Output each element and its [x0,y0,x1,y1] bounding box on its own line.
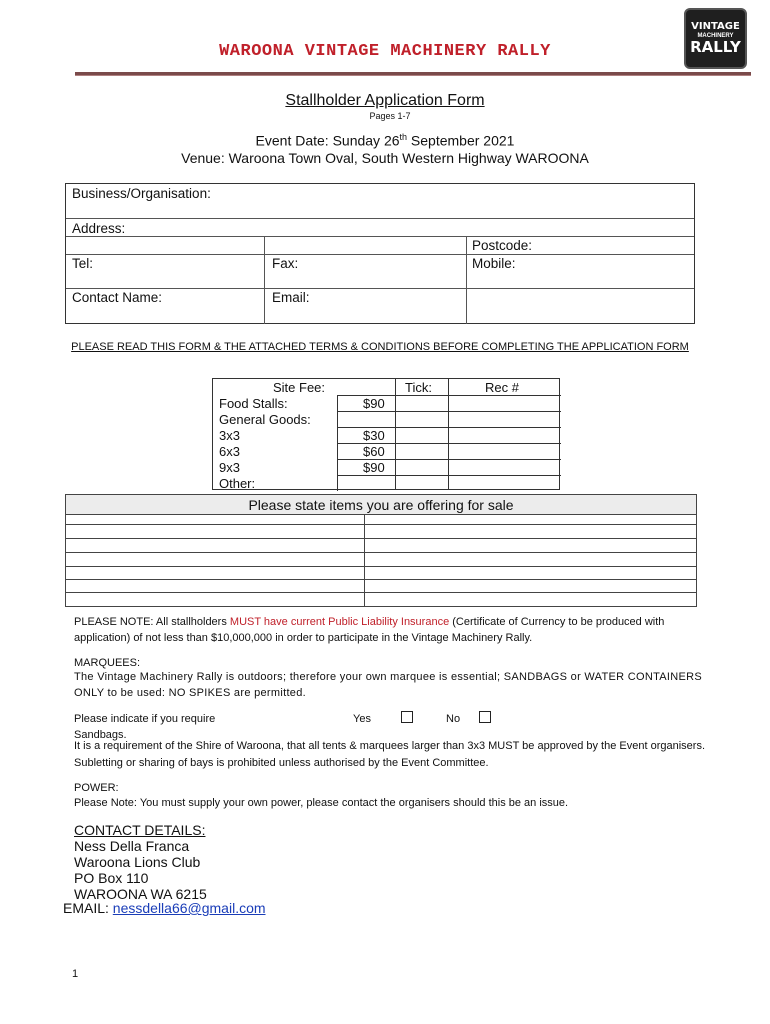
venue: Venue: Waroona Town Oval, South Western Highway WAROONA [181,150,589,166]
fee-row-label: 3x3 [219,428,240,443]
mobile-field[interactable]: Mobile: [472,256,516,271]
sandbags-yes-label: Yes [353,713,371,725]
fee-row-price: $90 [363,396,385,411]
rally-logo [684,8,747,69]
insurance-note: PLEASE NOTE: All stallholders MUST have current Public Liability Insurance (Certificate of Currency to be produced with application) of not less than $10,000,000 in order to participate in the Vintage Machinery Rally. [74,616,665,644]
logo-line-1: VINTAGE [691,21,740,32]
fee-row-label: Food Stalls: [219,396,288,411]
sandbags-yes-checkbox[interactable] [401,711,413,723]
logo-line-2: MACHINERY [697,33,734,39]
power-heading: POWER: [74,782,119,794]
header-divider [75,72,751,76]
fee-header-rec: Rec # [485,380,519,395]
email-field[interactable]: Email: [272,290,310,305]
fax-field[interactable]: Fax: [272,256,299,271]
details-table [65,183,695,324]
items-table [65,494,697,607]
event-date: Event Date: Sunday 26th September 2021 [255,132,515,149]
contact-line: Ness Della Franca [74,838,190,854]
items-header: Please state items you are offering for sale [66,495,696,515]
fee-table [212,378,560,490]
business-field[interactable]: Business/Organisation: [72,186,211,201]
fee-header-tick: Tick: [405,380,432,395]
pages-note: Pages 1-7 [369,111,411,121]
contact-email [63,900,266,916]
sandbags-question: Please indicate if you require Sandbags. [74,713,216,741]
email-link[interactable]: nessdella66@gmail.com [112,900,266,916]
contact-name-field[interactable]: Contact Name: [72,290,163,305]
contact-details [74,822,207,902]
fee-row-label: Other: [219,476,256,491]
fee-row-price: $90 [363,460,385,475]
power-text: Please Note: You must supply your own power, please contact the organisers should this be an issue. [74,797,569,809]
address-field[interactable]: Address: [72,221,126,236]
fee-row-label: 6x3 [219,444,240,459]
sandbags-no-label: No [446,713,461,725]
fee-row-price: $30 [363,428,385,443]
email-label: EMAIL: [63,900,113,916]
contact-line: PO Box 110 [74,870,149,886]
form-title: Stallholder Application Form [285,92,485,109]
page-number: 1 [72,968,79,980]
logo-line-3: RALLY [690,38,741,56]
contact-line: WAROONA WA 6215 [74,886,207,902]
shire-note: It is a requirement of the Shire of Waroona, that all tents & marquees larger than 3x3 MUST be approved by the Event organisers. Subletting or sharing of bays is prohibited unless authorised by the Event Committee. [74,740,706,769]
postcode-field[interactable]: Postcode: [472,238,533,253]
fee-header-site-fee: Site Fee: [273,380,326,395]
contact-line: Waroona Lions Club [74,854,201,870]
header-title: WAROONA VINTAGE MACHINERY RALLY [219,42,551,61]
contact-heading: CONTACT DETAILS: [74,822,206,838]
marquees-text: The Vintage Machinery Rally is outdoors; therefore your own marquee is essential; SANDBAGS or WATER CONTAINERS ONLY to be used: NO SPIKES are permitted. [74,671,703,699]
marquees-heading: MARQUEES: [74,657,141,669]
terms-note: PLEASE READ THIS FORM & THE ATTACHED TERMS & CONDITIONS BEFORE COMPLETING THE APPLICATION FORM [71,341,689,353]
fee-row-price: $60 [363,444,385,459]
sandbags-no-checkbox[interactable] [479,711,491,723]
fee-row-label: 9x3 [219,460,240,475]
fee-row-label: General Goods: [219,412,311,427]
tel-field[interactable]: Tel: [72,256,94,271]
